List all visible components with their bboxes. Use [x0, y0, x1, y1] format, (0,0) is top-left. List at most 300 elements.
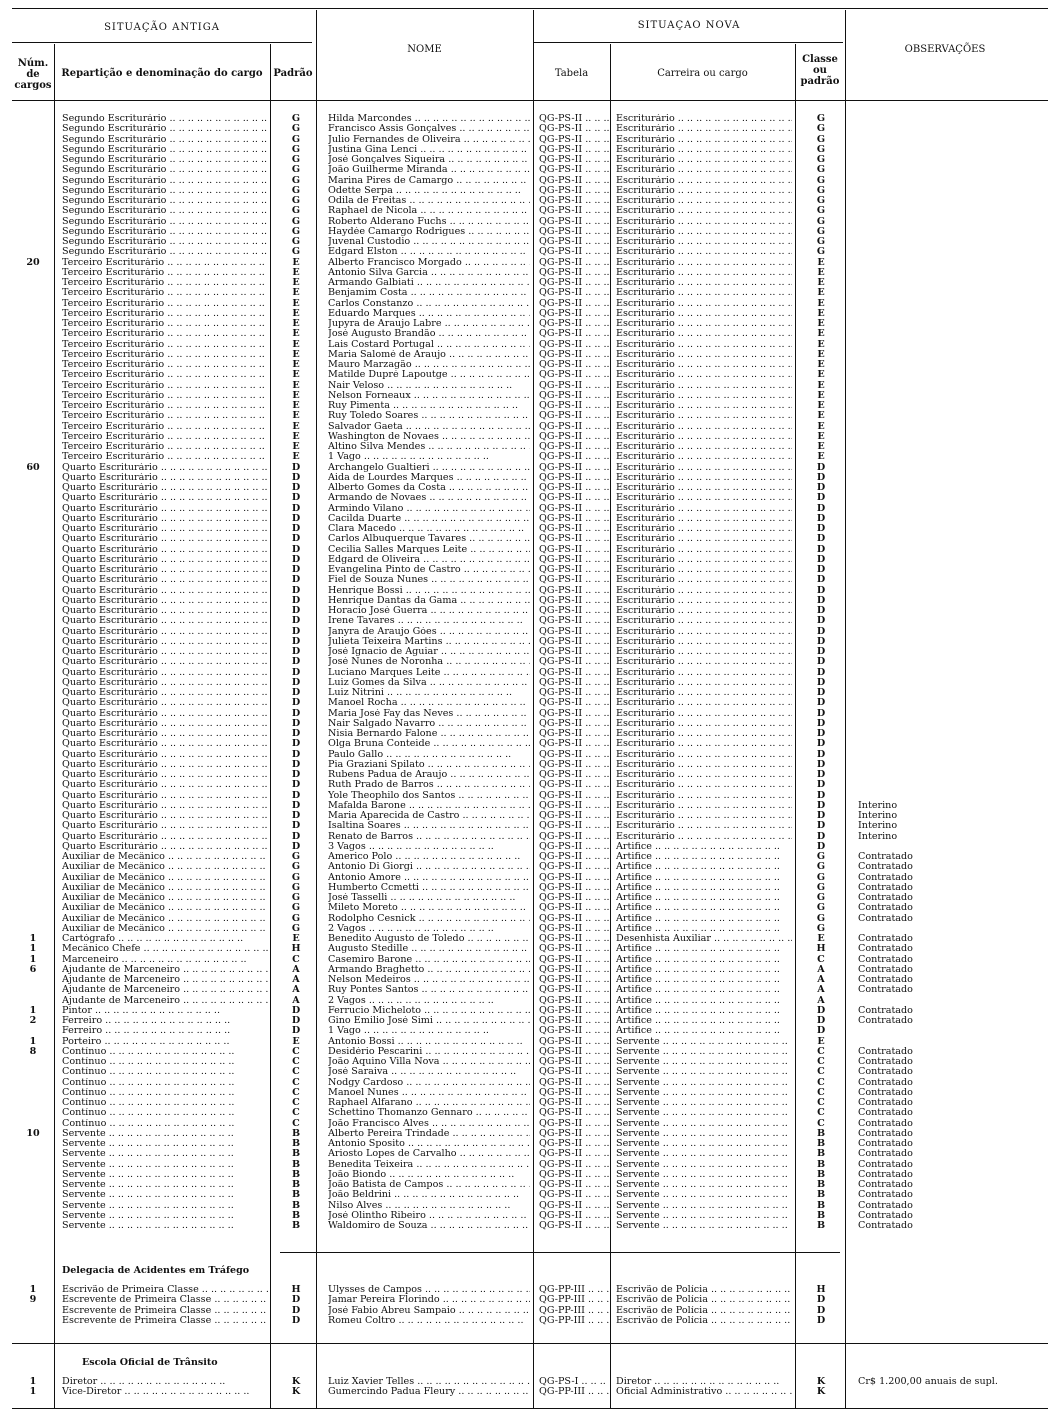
header-situacao-antiga: SITUAÇÃO ANTIGA: [104, 22, 220, 33]
table-row: [0, 1306, 1055, 1316]
employee-name: José Fabio Abreu Sampaio .. ..: [328, 1306, 530, 1316]
new-class: D: [816, 1305, 826, 1316]
new-class: D: [816, 821, 826, 832]
employee-name: Benjamim Costa .. ..: [328, 288, 530, 298]
new-career: Escriturário .. ..: [616, 432, 792, 442]
old-position: Vice-Diretor .. ..: [62, 1387, 268, 1397]
table-row: [0, 955, 1055, 965]
observation: Contratado: [858, 954, 913, 965]
cargos-count: 6: [29, 964, 37, 975]
old-grade: D: [291, 462, 301, 473]
old-grade: C: [292, 954, 300, 965]
old-grade: E: [292, 370, 300, 381]
cargos-count: 8: [29, 1046, 37, 1057]
new-career: Escriturário .. ..: [616, 586, 792, 596]
new-career: Escriturário .. ..: [616, 545, 792, 555]
old-grade: D: [291, 718, 301, 729]
old-position: Ajudante de Marceneiro .. ..: [62, 965, 268, 975]
observation: Contratado: [858, 862, 913, 873]
table-row: [0, 1098, 1055, 1108]
old-position: Servente .. ..: [62, 1211, 268, 1221]
table-row: [0, 1387, 1055, 1397]
table-row: [0, 801, 1055, 811]
table-row: [0, 247, 1055, 257]
table-row: [0, 780, 1055, 790]
new-table: QG-PS-II .. ..: [539, 1006, 609, 1016]
old-position: Quarto Escriturário .. ..: [62, 821, 268, 831]
observation: Interino: [858, 831, 898, 842]
old-position: Ajudante de Marceneiro .. ..: [62, 985, 268, 995]
new-career: Escriturário .. ..: [616, 668, 792, 678]
new-career: Servente .. ..: [616, 1190, 792, 1200]
new-class: D: [816, 749, 826, 760]
new-career: Escriturário .. ..: [616, 145, 792, 155]
new-table: QG-PS-II .. ..: [539, 668, 609, 678]
old-grade: E: [292, 308, 300, 319]
old-grade: C: [292, 1077, 300, 1088]
new-table: QG-PS-II .. ..: [539, 504, 609, 514]
new-career: Escrivão de Polícia .. ..: [616, 1285, 792, 1295]
new-class: D: [816, 1016, 826, 1026]
new-career: Escriturário .. ..: [616, 760, 792, 770]
new-career: Servente .. ..: [616, 1149, 792, 1159]
employee-name: Mauro Marzagão .. ..: [328, 360, 530, 370]
new-class: E: [817, 288, 825, 299]
old-position: Terceiro Escriturário .. ..: [62, 268, 268, 278]
new-class: D: [816, 503, 826, 514]
employee-name: Gino Emilio José Simi .. ..: [328, 1016, 530, 1026]
observation: Interino: [858, 800, 898, 811]
new-class: H: [816, 944, 826, 955]
old-grade: E: [292, 452, 300, 463]
new-career: Oficial Administrativo .. ..: [616, 1387, 792, 1397]
employee-name: Nair Veloso .. ..: [328, 381, 530, 391]
new-table: QG-PS-II .. ..: [539, 586, 609, 596]
observation: Contratado: [858, 1210, 913, 1221]
new-table: QG-PS-II .. ..: [539, 1170, 609, 1180]
new-class: A: [817, 985, 825, 996]
old-grade: G: [291, 247, 301, 258]
old-position: Quarto Escriturário .. ..: [62, 688, 268, 698]
new-career: Escriturário .. ..: [616, 319, 792, 329]
employee-name: Julieta Teixeira Martins .. ..: [328, 637, 530, 647]
table-row: [0, 698, 1055, 708]
new-table: QG-PS-II .. ..: [539, 381, 609, 391]
employee-name: José Tasselli .. ..: [328, 893, 530, 903]
table-row: [0, 852, 1055, 862]
new-class: D: [816, 831, 826, 842]
employee-name: Renato de Barros .. ..: [328, 832, 530, 842]
cargos-count: 60: [26, 462, 40, 473]
new-class: E: [817, 1036, 825, 1047]
table-row: [0, 934, 1055, 944]
new-class: C: [817, 1077, 825, 1088]
old-position: Servente .. ..: [62, 1139, 268, 1149]
new-class: E: [817, 349, 825, 360]
old-grade: E: [292, 442, 300, 452]
new-class: D: [816, 790, 826, 801]
employee-name: Nilso Alves .. ..: [328, 1201, 530, 1211]
old-grade: G: [291, 155, 301, 165]
new-table: QG-PP-III .. ..: [539, 1306, 609, 1316]
table-row: [0, 1211, 1055, 1221]
new-career: Escriturário .. ..: [616, 452, 792, 462]
table-row: [0, 145, 1055, 155]
employee-name: Mileto Moreto .. ..: [328, 903, 530, 913]
employee-name: Ruy Toledo Soares .. ..: [328, 411, 530, 421]
observation: Contratado: [858, 1190, 913, 1201]
table-row: [0, 176, 1055, 186]
new-table: QG-PS-II .. ..: [539, 1139, 609, 1149]
new-table: QG-PS-II .. ..: [539, 801, 609, 811]
new-class: D: [816, 462, 826, 473]
new-career: Escriturário .. ..: [616, 350, 792, 360]
observation: Contratado: [858, 1118, 913, 1129]
old-grade: G: [291, 175, 301, 186]
table-row: [0, 791, 1055, 801]
new-career: Servente .. ..: [616, 1108, 792, 1118]
new-career: Escriturário .. ..: [616, 811, 792, 821]
new-career: Escriturário .. ..: [616, 647, 792, 657]
old-grade: D: [291, 677, 301, 688]
employee-name: Maria Salomé de Araujo .. ..: [328, 350, 530, 360]
old-grade: D: [291, 524, 301, 534]
new-table: QG-PS-II .. ..: [539, 1201, 609, 1211]
old-grade: A: [292, 985, 300, 996]
new-table: QG-PS-II .. ..: [539, 791, 609, 801]
old-grade: D: [291, 770, 301, 780]
old-position: Terceiro Escriturário .. ..: [62, 340, 268, 350]
old-position: Terceiro Escriturário .. ..: [62, 350, 268, 360]
new-class: E: [817, 278, 825, 288]
new-table: QG-PS-II .. ..: [539, 647, 609, 657]
employee-name: Henrique Bossi .. ..: [328, 586, 530, 596]
old-position: Servente .. ..: [62, 1180, 268, 1190]
old-grade: D: [291, 749, 301, 760]
new-class: G: [816, 237, 826, 247]
new-career: Escriturário .. ..: [616, 493, 792, 503]
employee-name: Ariosto Lopes de Carvalho .. ..: [328, 1149, 530, 1159]
employee-name: Paulo Gallo .. ..: [328, 750, 530, 760]
employee-name: Juvenal Custodio .. ..: [328, 237, 530, 247]
old-position: Segundo Escriturário .. ..: [62, 247, 268, 257]
new-career: Escriturário .. ..: [616, 206, 792, 216]
new-class: E: [817, 452, 825, 463]
table-row: [0, 893, 1055, 903]
new-table: QG-PS-II .. ..: [539, 739, 609, 749]
old-position: Quarto Escriturário .. ..: [62, 627, 268, 637]
employee-name: Rubens Padua de Araujo .. ..: [328, 770, 530, 780]
table-row: [0, 842, 1055, 852]
employee-name: Ulysses de Campos .. ..: [328, 1285, 530, 1295]
new-career: Escriturário .. ..: [616, 463, 792, 473]
table-row: [0, 288, 1055, 298]
cargos-count: 1: [29, 934, 37, 944]
new-career: Escriturário .. ..: [616, 360, 792, 370]
table-row: [0, 1047, 1055, 1057]
top-rule: [12, 8, 1048, 9]
table-row: [0, 1160, 1055, 1170]
new-table: QG-PS-II .. ..: [539, 124, 609, 134]
new-class: D: [816, 800, 826, 811]
new-career: Escriturário .. ..: [616, 176, 792, 186]
observation: Contratado: [858, 1016, 913, 1026]
old-grade: E: [292, 257, 300, 268]
header-num-cargos: Núm. de cargos: [14, 58, 52, 91]
table-row: [0, 627, 1055, 637]
table-row: [0, 996, 1055, 1006]
employee-name: João Batista de Campos .. ..: [328, 1180, 530, 1190]
old-grade: D: [291, 1315, 301, 1326]
table-row: [0, 565, 1055, 575]
new-career: Escriturário .. ..: [616, 268, 792, 278]
table-row: [0, 739, 1055, 749]
old-position: Segundo Escriturário .. ..: [62, 114, 268, 124]
new-class: E: [817, 298, 825, 309]
observation: Contratado: [858, 852, 913, 862]
new-table: QG-PS-II .. ..: [539, 217, 609, 227]
new-table: QG-PS-II .. ..: [539, 422, 609, 432]
table-row: [0, 329, 1055, 339]
new-table: QG-PS-II .. ..: [539, 1149, 609, 1159]
observation: Contratado: [858, 882, 913, 893]
new-table: QG-PS-II .. ..: [539, 616, 609, 626]
new-career: Desenhista Auxiliar .. ..: [616, 934, 792, 944]
table-row: [0, 811, 1055, 821]
observation: Contratado: [858, 1087, 913, 1098]
new-class: E: [817, 339, 825, 350]
old-grade: B: [291, 1128, 301, 1139]
table-row: [0, 135, 1055, 145]
new-career: Artifice .. ..: [616, 914, 792, 924]
table-row: [0, 1026, 1055, 1036]
new-career: Artifice .. ..: [616, 883, 792, 893]
old-position: Segundo Escriturário .. ..: [62, 165, 268, 175]
employee-name: Luiz Xavier Telles .. ..: [328, 1377, 530, 1387]
observation: Contratado: [858, 1128, 913, 1139]
new-table: QG-PS-II .. ..: [539, 709, 609, 719]
new-table: QG-PS-II .. ..: [539, 1057, 609, 1067]
new-class: D: [816, 554, 826, 565]
section-rule-1: [280, 1252, 840, 1253]
table-row: [0, 903, 1055, 913]
old-position: Servente .. ..: [62, 1201, 268, 1211]
new-class: G: [816, 206, 826, 217]
old-grade: B: [291, 1180, 301, 1190]
employee-name: Luiz Nitrini .. ..: [328, 688, 530, 698]
old-grade: C: [292, 1057, 300, 1067]
old-position: Terceiro Escriturário .. ..: [62, 411, 268, 421]
cargos-count: 1: [29, 944, 37, 955]
table-row: [0, 637, 1055, 647]
employee-name: Benedita Teixeira .. ..: [328, 1160, 530, 1170]
new-table: QG-PS-II .. ..: [539, 760, 609, 770]
new-class: G: [816, 852, 826, 862]
old-position: Terceiro Escriturário .. ..: [62, 381, 268, 391]
table-row: [0, 350, 1055, 360]
employee-name: Maria Aparecida de Castro .. ..: [328, 811, 530, 821]
old-grade: E: [292, 411, 300, 422]
new-career: Escriturário .. ..: [616, 381, 792, 391]
new-table: QG-PS-II .. ..: [539, 309, 609, 319]
old-grade: B: [291, 1221, 301, 1231]
new-table: QG-PS-II .. ..: [539, 955, 609, 965]
table-row: [0, 606, 1055, 616]
new-class: K: [816, 1377, 826, 1387]
employee-name: Rodolpho Cesnick .. ..: [328, 914, 530, 924]
table-row: [0, 155, 1055, 165]
employee-name: Odette Serpa .. ..: [328, 186, 530, 196]
table-row: [0, 965, 1055, 975]
new-career: Diretor .. ..: [616, 1377, 792, 1387]
new-class: D: [816, 1005, 826, 1016]
old-position: Contínuo .. ..: [62, 1078, 268, 1088]
new-class: G: [816, 165, 826, 176]
new-table: QG-PS-II .. ..: [539, 432, 609, 442]
table-row: [0, 309, 1055, 319]
new-career: Artifice .. ..: [616, 893, 792, 903]
new-table: QG-PS-II .. ..: [539, 688, 609, 698]
new-class: D: [816, 493, 826, 504]
new-class: D: [816, 585, 826, 596]
new-career: Escriturário .. ..: [616, 555, 792, 565]
new-class: G: [816, 247, 826, 258]
new-career: Escriturário .. ..: [616, 688, 792, 698]
new-class: E: [817, 390, 825, 401]
new-career: Artifice .. ..: [616, 873, 792, 883]
header-tabela: Tabela: [554, 68, 589, 79]
table-row: [0, 422, 1055, 432]
old-position: Quarto Escriturário .. ..: [62, 709, 268, 719]
new-table: QG-PS-II .. ..: [539, 155, 609, 165]
new-class: D: [816, 513, 826, 524]
new-career: Artifice .. ..: [616, 852, 792, 862]
old-grade: E: [292, 421, 300, 432]
new-table: QG-PP-III .. ..: [539, 1387, 609, 1397]
old-grade: E: [292, 360, 300, 370]
old-position: Cartógrafo .. ..: [62, 934, 268, 944]
old-grade: B: [291, 1149, 301, 1160]
new-class: G: [816, 185, 826, 196]
new-career: Artifice .. ..: [616, 1026, 792, 1036]
new-career: Escriturário .. ..: [616, 616, 792, 626]
new-table: QG-PS-II .. ..: [539, 1211, 609, 1221]
observation: Contratado: [858, 1221, 913, 1231]
observation: Contratado: [858, 1057, 913, 1067]
table-row: [0, 340, 1055, 350]
new-class: D: [816, 811, 826, 821]
employee-name: Julio Fernandes de Oliveira .. ..: [328, 135, 530, 145]
employee-name: 1 Vago .. ..: [328, 1026, 530, 1036]
old-position: Quarto Escriturário .. ..: [62, 616, 268, 626]
observation: Contratado: [858, 1149, 913, 1160]
new-career: Escriturário .. ..: [616, 596, 792, 606]
old-position: Terceiro Escriturário .. ..: [62, 319, 268, 329]
table-row: [0, 1149, 1055, 1159]
new-class: D: [816, 565, 826, 575]
new-career: Escriturário .. ..: [616, 709, 792, 719]
new-class: E: [817, 442, 825, 452]
old-position: Quarto Escriturário .. ..: [62, 647, 268, 657]
employee-name: Francisco Assis Gonçalves .. ..: [328, 124, 530, 134]
old-grade: B: [291, 1139, 301, 1149]
new-career: Escriturário .. ..: [616, 791, 792, 801]
old-position: Contínuo .. ..: [62, 1088, 268, 1098]
new-class: D: [816, 616, 826, 627]
old-grade: E: [292, 934, 300, 944]
section-escola-body: [0, 1377, 1055, 1398]
new-class: G: [816, 216, 826, 227]
old-position: Auxiliar de Mecânico .. ..: [62, 893, 268, 903]
new-class: A: [817, 975, 825, 985]
old-position: Quarto Escriturário .. ..: [62, 668, 268, 678]
old-grade: D: [291, 739, 301, 750]
new-table: QG-PS-II .. ..: [539, 524, 609, 534]
old-grade: D: [291, 606, 301, 616]
old-grade: A: [292, 964, 300, 975]
old-grade: D: [291, 565, 301, 575]
new-class: G: [816, 903, 826, 914]
employee-name: Matilde Dupré Lapoutge .. ..: [328, 370, 530, 380]
new-class: C: [817, 1087, 825, 1098]
new-career: Escriturário .. ..: [616, 217, 792, 227]
table-row: [0, 760, 1055, 770]
old-position: Contínuo .. ..: [62, 1108, 268, 1118]
old-grade: D: [291, 1026, 301, 1037]
old-position: Terceiro Escriturário .. ..: [62, 288, 268, 298]
table-row: [0, 770, 1055, 780]
old-position: Servente .. ..: [62, 1129, 268, 1139]
old-grade: D: [291, 831, 301, 842]
old-grade: E: [292, 401, 300, 411]
new-table: QG-PS-II .. ..: [539, 483, 609, 493]
new-table: QG-PS-II .. ..: [539, 442, 609, 452]
table-row: [0, 534, 1055, 544]
table-row: [0, 268, 1055, 278]
new-table: QG-PS-II .. ..: [539, 780, 609, 790]
employee-name: Humberto Ccmetti .. ..: [328, 883, 530, 893]
old-position: Quarto Escriturário .. ..: [62, 555, 268, 565]
new-career: Escriturário .. ..: [616, 565, 792, 575]
new-class: G: [816, 862, 826, 873]
old-grade: D: [291, 657, 301, 668]
old-grade: C: [292, 1067, 300, 1078]
new-career: Escriturário .. ..: [616, 442, 792, 452]
employee-name: Justina Gina Lenci .. ..: [328, 145, 530, 155]
new-class: D: [816, 575, 826, 586]
old-grade: D: [291, 483, 301, 493]
employee-name: Aida de Lourdes Marques .. ..: [328, 473, 530, 483]
new-class: E: [817, 421, 825, 432]
new-class: C: [817, 954, 825, 965]
employee-name: Augusto Stedille .. ..: [328, 944, 530, 954]
new-career: Escriturário .. ..: [616, 237, 792, 247]
old-position: Servente .. ..: [62, 1160, 268, 1170]
old-position: Terceiro Escriturário .. ..: [62, 442, 268, 452]
old-grade: D: [291, 544, 301, 555]
employee-name: Lais Costard Portugal .. ..: [328, 340, 530, 350]
old-position: Escrevente de Primeira Classe .. ..: [62, 1316, 268, 1326]
new-career: Servente .. ..: [616, 1037, 792, 1047]
new-class: A: [817, 995, 825, 1006]
section-rule-2: [12, 1343, 1048, 1344]
table-row: [0, 914, 1055, 924]
cargos-count: 10: [26, 1128, 40, 1139]
old-grade: D: [291, 800, 301, 811]
old-grade: E: [292, 319, 300, 329]
employee-name: Alberto Gomes da Costa .. ..: [328, 483, 530, 493]
old-grade: E: [292, 380, 300, 391]
